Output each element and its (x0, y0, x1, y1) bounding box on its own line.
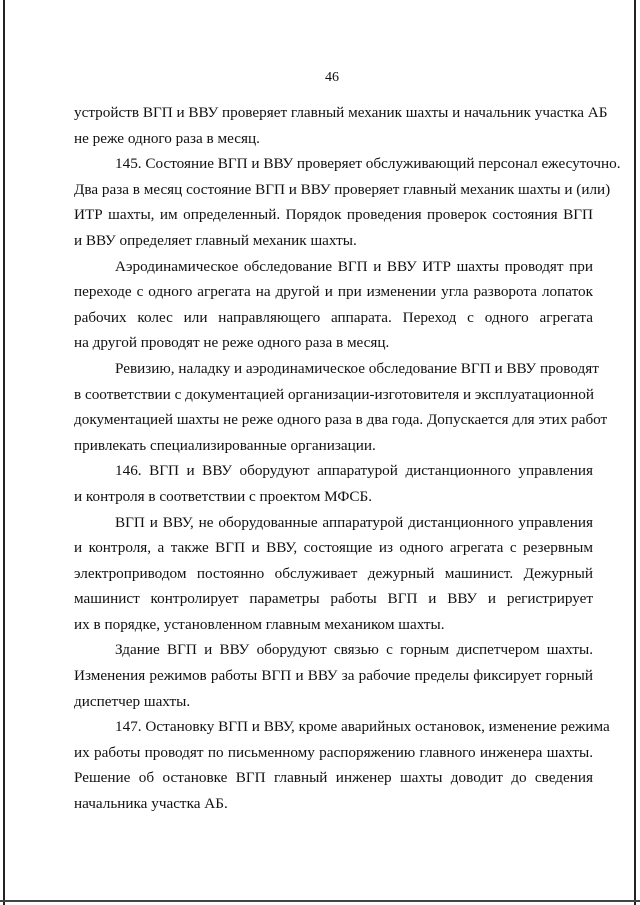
text-line: электроприводом постоянно обслуживает дежурный машинист. Дежурный (74, 564, 593, 582)
text-line: и контроля, а также ВГП и ВВУ, состоящие из одного агрегата с резервным (74, 539, 593, 557)
text-line: не реже одного раза в месяц. (74, 129, 260, 147)
text-line: их работы проводят по письменному распоряжению главного инженера шахты. (74, 743, 593, 761)
text-line: Решение об остановке ВГП главный инженер шахты доводит до сведения (74, 769, 593, 787)
text-line: ВГП и ВВУ, не оборудованные аппаратурой дистанционного управления (115, 513, 593, 531)
text-line: Ревизию, наладку и аэродинамическое обследование ВГП и ВВУ проводят (115, 359, 599, 377)
text-line: диспетчер шахты. (74, 692, 191, 710)
scan-edge-bottom (0, 900, 640, 902)
text-line: переходе с одного агрегата на другой и при изменении угла разворота лопаток (74, 283, 593, 301)
text-line: Здание ВГП и ВВУ оборудуют связью с горным диспетчером шахты. (115, 641, 593, 659)
scan-edge-left (3, 0, 5, 905)
text-line: Изменения режимов работы ВГП и ВВУ за рабочие пределы фиксирует горный (74, 667, 593, 685)
text-line: устройств ВГП и ВВУ проверяет главный механик шахты и начальник участка АБ (74, 104, 608, 121)
scan-edge-right (634, 0, 636, 905)
text-line: 145. Состояние ВГП и ВВУ проверяет обслуживающий персонал ежесуточно. (115, 155, 621, 173)
text-line: ИТР шахты, им определенный. Порядок проведения проверок состояния ВГП (74, 206, 593, 224)
text-line: машинист контролирует параметры работы ВГП и ВВУ и регистрирует (74, 590, 593, 608)
body-text (74, 100, 621, 817)
page-number: 46 (325, 70, 339, 85)
text-line: документацией шахты не реже одного раза в два года. Допускается для этих работ (74, 411, 608, 429)
text-line: и ВВУ определяет главный механик шахты. (74, 231, 357, 249)
text-line: рабочих колес или направляющего аппарата. Переход с одного агрегата (74, 308, 593, 326)
text-line: на другой проводят не реже одного раза в месяц. (74, 334, 390, 352)
text-line: Аэродинамическое обследование ВГП и ВВУ ИТР шахты проводят при (115, 257, 593, 275)
text-line: 146. ВГП и ВВУ оборудуют аппаратурой дистанционного управления (115, 462, 593, 480)
text-line: привлекать специализированные организации. (74, 436, 376, 454)
text-line: Два раза в месяц состояние ВГП и ВВУ проверяет главный механик шахты и (или) (74, 180, 611, 198)
text-line: их в порядке, установленном главным механиком шахты. (74, 615, 445, 633)
text-line: начальника участка АБ. (74, 795, 228, 813)
text-line: в соответствии с документацией организации-изготовителя и эксплуатационной (74, 385, 595, 403)
text-line: и контроля в соответствии с проектом МФСБ. (74, 487, 373, 505)
text-line: 147. Остановку ВГП и ВВУ, кроме аварийных остановок, изменение режима (115, 718, 610, 736)
